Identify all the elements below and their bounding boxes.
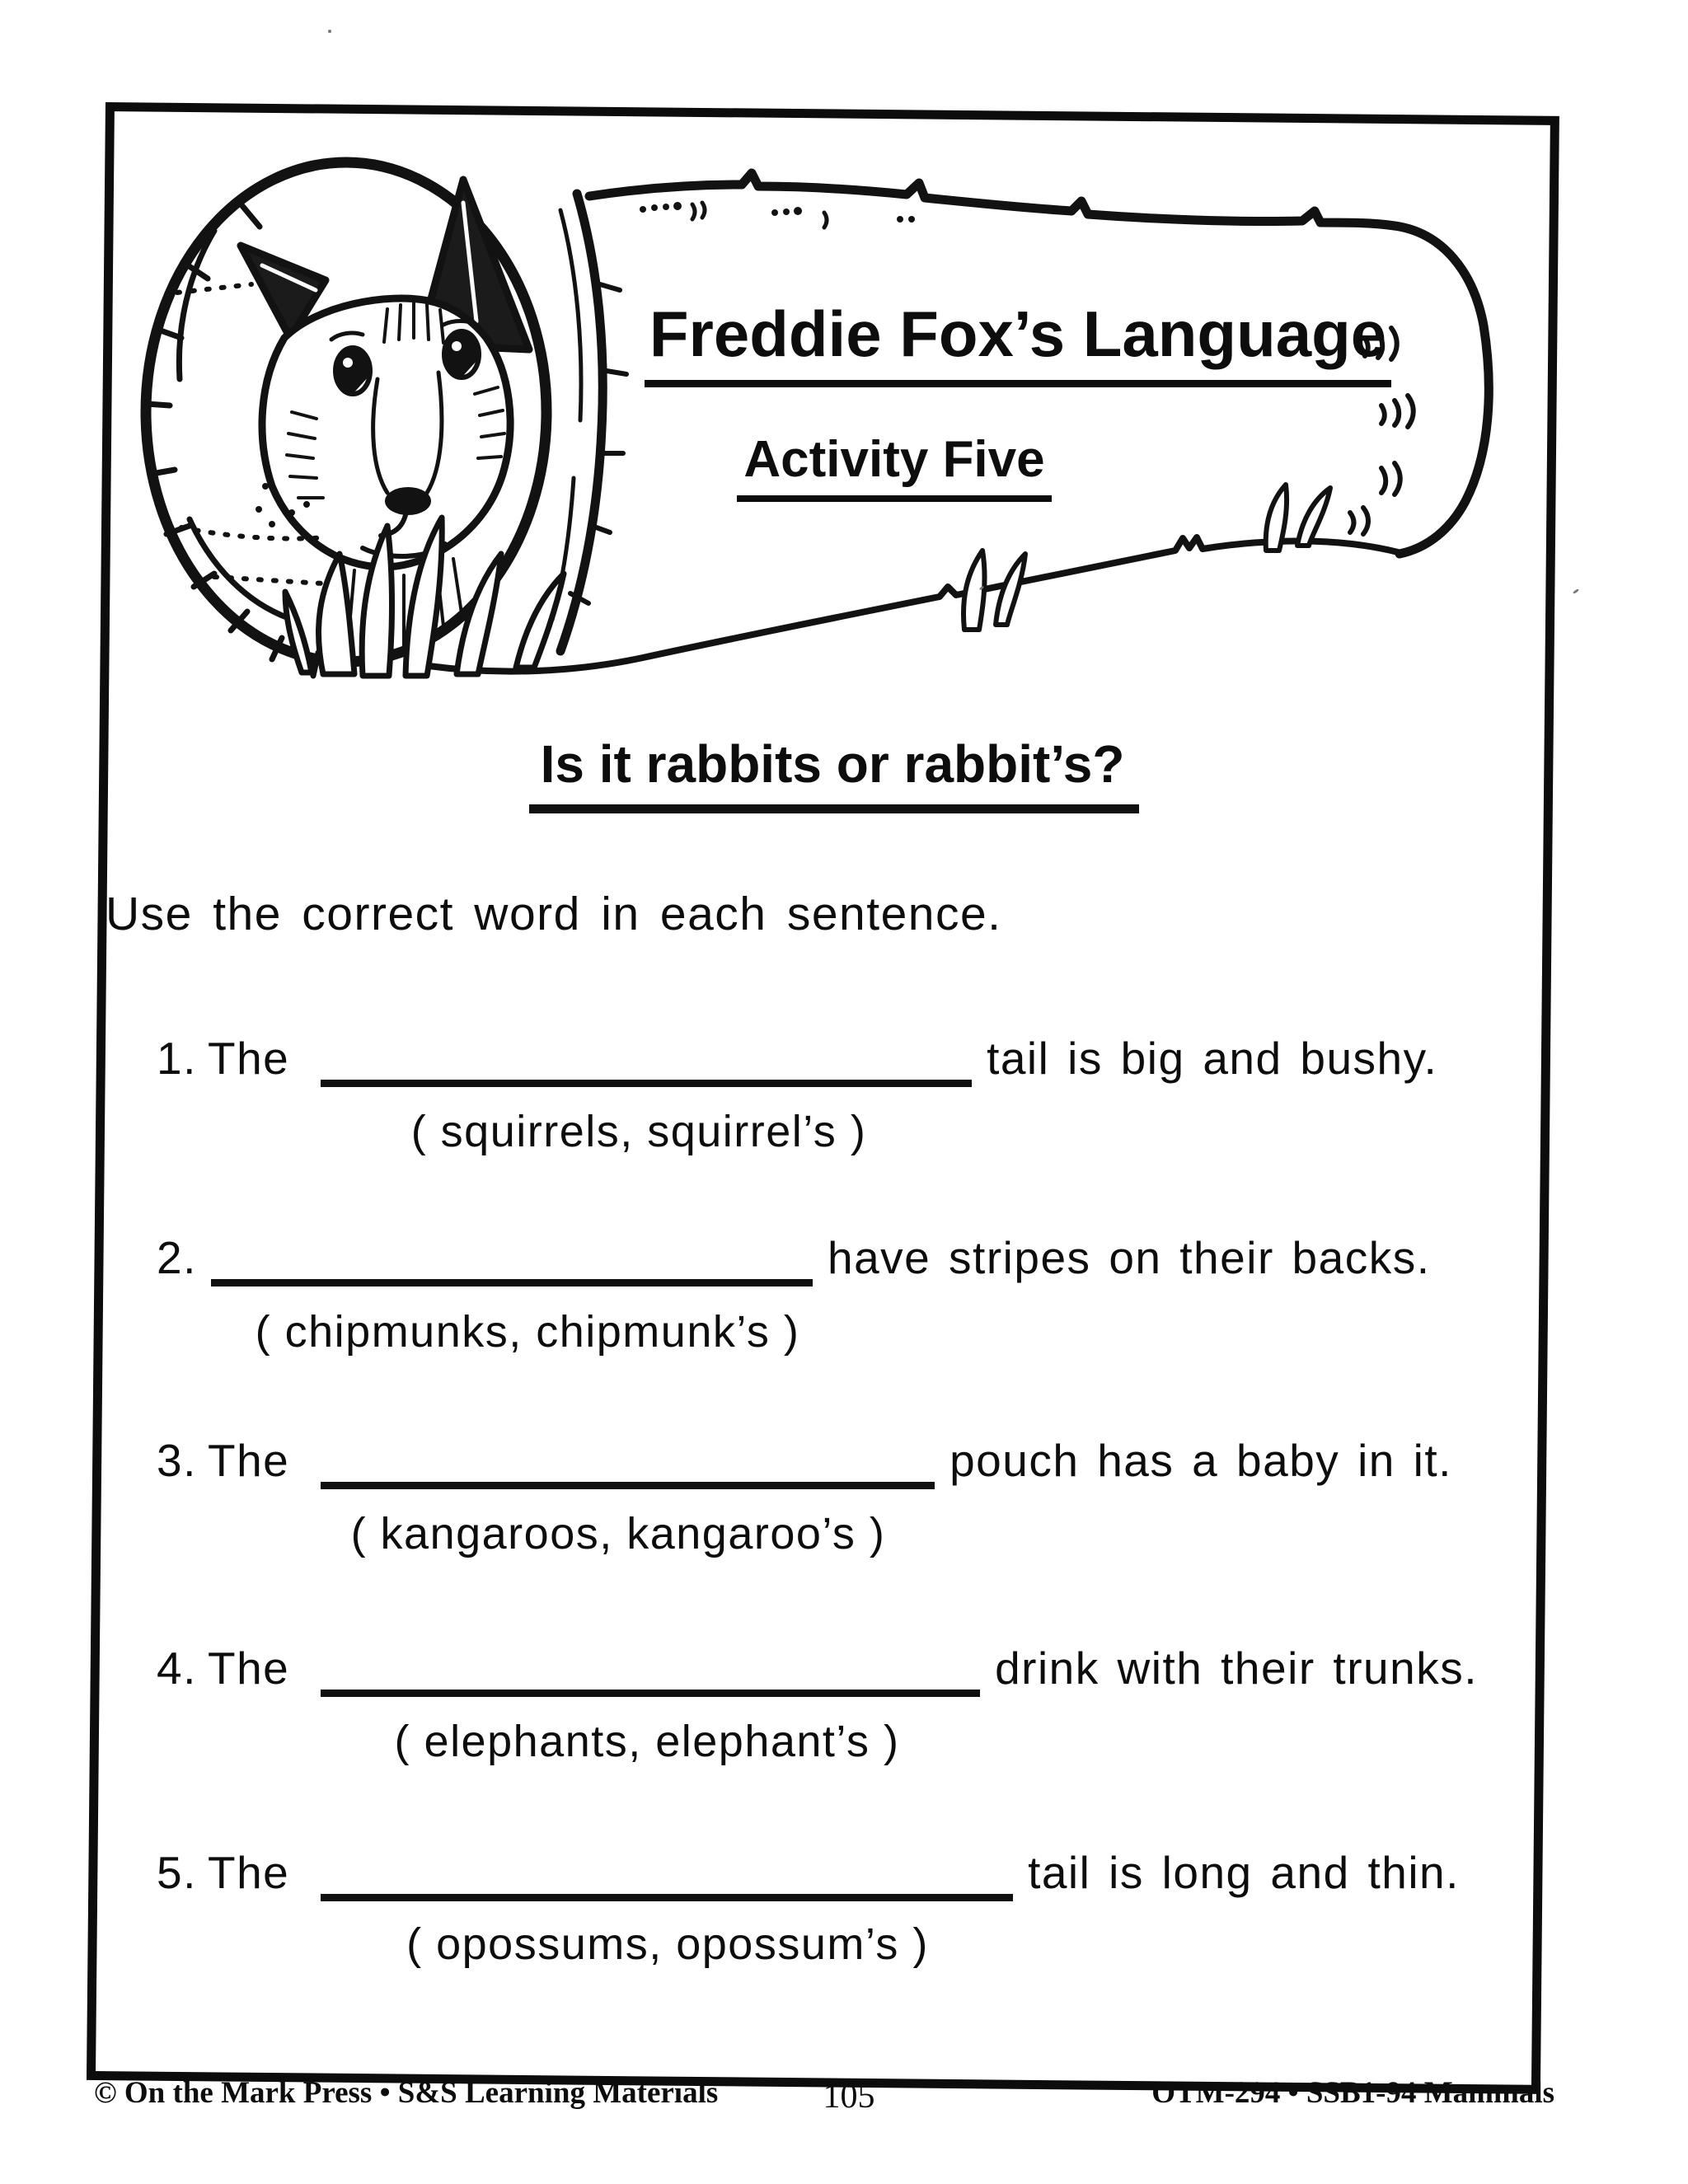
options-4: ( elephants, elephant’s )	[394, 1717, 900, 1766]
scan-speck	[328, 30, 331, 33]
sentence-pre-text: The	[208, 1847, 308, 1898]
answer-blank-5[interactable]	[321, 1858, 1013, 1901]
sentence-2	[157, 1231, 1431, 1286]
options-2: ( chipmunks, chipmunk’s )	[255, 1307, 800, 1357]
worksheet-question-heading	[422, 733, 1246, 813]
sentence-pre-text: The	[208, 1643, 308, 1694]
item-number: 3.	[157, 1435, 197, 1486]
sentence-post-text: tail is long and thin.	[1028, 1847, 1460, 1898]
answer-blank-4[interactable]	[321, 1653, 980, 1697]
footer-page-number: 105	[823, 2078, 875, 2116]
options-5: ( opossums, opossum’s )	[406, 1919, 929, 1969]
answer-blank-1[interactable]	[321, 1043, 972, 1087]
item-number: 1.	[157, 1033, 197, 1084]
sentence-pre-text: The	[208, 1033, 308, 1084]
scan-speck	[1573, 588, 1579, 594]
options-1: ( squirrels, squirrel’s )	[410, 1107, 867, 1156]
page-title	[577, 297, 1459, 387]
activity-subtitle	[523, 430, 1265, 502]
footer-catalog-code: OTM-294 • SSB1-94 Mammals	[1151, 2076, 1554, 2110]
worksheet-question-text: Is it rabbits or rabbit’s?	[529, 733, 1140, 813]
sentence-post-text: drink with their trunks.	[995, 1643, 1478, 1694]
sentence-post-text: tail is big and bushy.	[987, 1033, 1438, 1084]
sentence-5	[157, 1846, 1460, 1901]
bark-dots	[640, 202, 915, 223]
item-number: 2.	[157, 1232, 197, 1283]
sentence-post-text: pouch has a baby in it.	[950, 1435, 1452, 1486]
sentence-3	[157, 1434, 1452, 1489]
activity-subtitle-text: Activity Five	[737, 430, 1051, 502]
page-title-text: Freddie Fox’s Language	[645, 297, 1391, 387]
sentence-4	[157, 1642, 1478, 1697]
answer-blank-2[interactable]	[211, 1243, 813, 1286]
sentence-pre-text: The	[208, 1435, 308, 1486]
page-footer	[0, 2075, 1688, 2133]
fox-log-illustration	[115, 132, 1500, 692]
item-number: 4.	[157, 1643, 197, 1694]
footer-publisher: © On the Mark Press • S&S Learning Materials	[94, 2076, 719, 2110]
answer-blank-3[interactable]	[321, 1446, 935, 1489]
item-number: 5.	[157, 1847, 197, 1898]
options-3: ( kangaroos, kangaroo’s )	[350, 1509, 886, 1558]
instruction-text: Use the correct word in each sentence.	[106, 888, 1002, 940]
sentence-1	[157, 1032, 1437, 1087]
sentence-post-text: have stripes on their backs.	[828, 1232, 1431, 1283]
